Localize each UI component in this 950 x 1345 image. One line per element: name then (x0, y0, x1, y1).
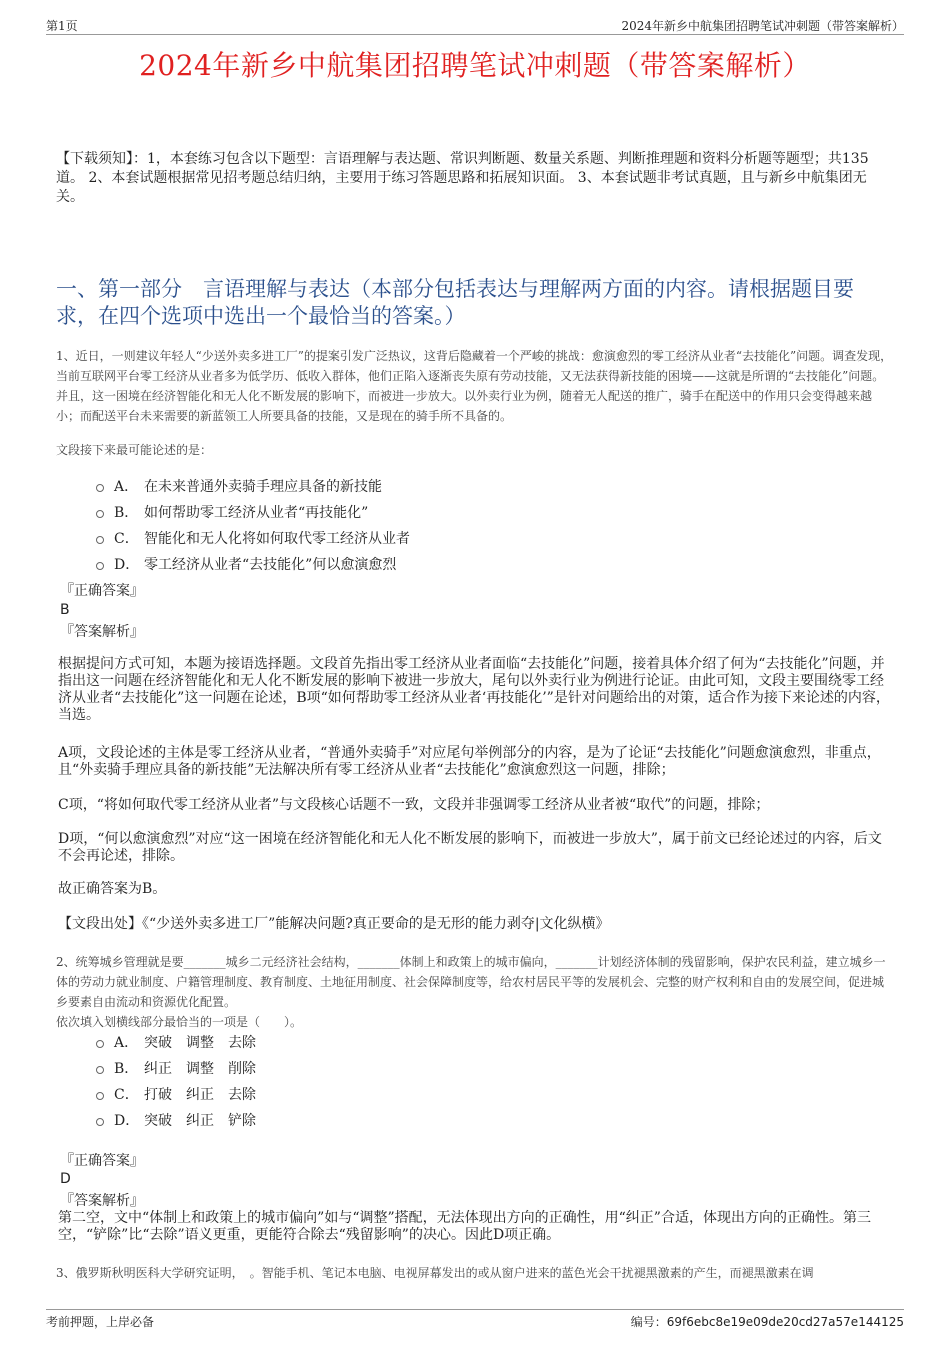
analysis-label: 『答案解析』 (60, 1193, 144, 1209)
answer-value: B (60, 602, 70, 618)
option-c[interactable]: C． 智能化和无人化将如何取代零工经济从业者 (96, 525, 410, 551)
option-a[interactable]: A． 在未来普通外卖骑手理应具备的新技能 (96, 473, 410, 499)
footer-slogan: 考前押题，上岸必备 (46, 1315, 155, 1329)
analysis-paragraph: 故正确答案为B。 (58, 881, 167, 897)
download-notice: 【下载须知】：1，本套练习包含以下题型：言语理解与表达题、常识判断题、数量关系题、判断推理题和资料分析题等题型；共135道。 2、本套试题根据常见招考题总结归纳，主要用于练习答题思路和拓展知识面。 3、本套试题非考试真题，且与新乡中航集团无关。 (56, 151, 869, 205)
radio-icon[interactable] (96, 536, 104, 544)
radio-icon[interactable] (96, 1066, 104, 1074)
radio-icon[interactable] (96, 510, 104, 518)
analysis-paragraph: C项，“将如何取代零工经济从业者”与文段核心话题不一致，文段并非强调零工经济从业者被“取代”的问题，排除； (58, 797, 770, 813)
question-2-prompt: 依次填入划横线部分最恰当的一项是（ ）。 (56, 1015, 303, 1029)
radio-icon[interactable] (96, 562, 104, 570)
radio-icon[interactable] (96, 484, 104, 492)
option-c[interactable]: C． 打破 纠正 去除 (96, 1081, 256, 1107)
answer-value: D (60, 1171, 71, 1187)
page-header (46, 16, 904, 35)
radio-icon[interactable] (96, 1040, 104, 1048)
question-1-options (96, 473, 410, 577)
section-heading: 一、第一部分 言语理解与表达（本部分包括表达与理解两方面的内容。请根据题目要求，在四个选项中选出一个最恰当的答案。） (56, 277, 854, 328)
question-1-prompt: 文段接下来最可能论述的是： (56, 443, 213, 457)
page-number: 第1页 (46, 18, 78, 33)
radio-icon[interactable] (96, 1118, 104, 1126)
option-d[interactable]: D． 突破 纠正 铲除 (96, 1107, 256, 1133)
source-citation: 【文段出处】《“少送外卖多进工厂”能解决问题?真正要命的是无形的能力剥夺|文化纵横》 (58, 916, 610, 932)
analysis-paragraph: A项，文段论述的主体是零工经济从业者，“普通外卖骑手”对应尾句举例部分的内容，是为了论证“去技能化”问题愈演愈烈，非重点，且“外卖骑手理应具备的新技能”无法解决所有零工经济从业者“去技能化”愈演愈烈这一问题，排除； (58, 745, 881, 778)
analysis-paragraph: 根据提问方式可知，本题为接语选择题。文段首先指出零工经济从业者面临“去技能化”问题，接着具体介绍了何为“去技能化”问题，并指出这一问题在经济智能化和无人化不断发展的影响下被进一步放大，尾句以外卖行业为例进行论证。由此可知，文段主要围绕零工经济从业者“去技能化”这一问题在论述，B项“如何帮助零工经济从业者‘再技能化’”是针对问题给出的对策，适合作为接下来论述的内容，当选。 (58, 656, 890, 723)
question-2-text: 2、统筹城乡管理就是要_______城乡二元经济社会结构，_______体制上和政策上的城市偏向，_______计划经济体制的残留影响，保护农民利益，建立城乡一体的劳动力就业制度、户籍管理制度、教育制度、土地征用制度、社会保障制度等，给农村居民平等的发展机会、完整的财产权利和自由的发展空间，促进城乡要素自由流动和资源优化配置。 (56, 955, 886, 1009)
radio-icon[interactable] (96, 1092, 104, 1100)
analysis-paragraph: 第二空，文中“体制上和政策上的城市偏向”如与“调整”搭配，无法体现出方向的正确性，用“纠正”合适，体现出方向的正确性。第三空，“铲除”比“去除”语义更重，更能符合除去“残留影响”的决心。因此D项正确。 (58, 1210, 871, 1243)
question-3-text: 3、俄罗斯秋明医科大学研究证明， 。智能手机、笔记本电脑、电视屏幕发出的或从窗户进来的蓝色光会干扰褪黑激素的产生，而褪黑激素在调 (56, 1266, 814, 1280)
analysis-label: 『答案解析』 (60, 624, 144, 640)
answer-label: 『正确答案』 (60, 583, 144, 599)
page-footer (46, 1309, 904, 1330)
option-d[interactable]: D． 零工经济从业者“去技能化”何以愈演愈烈 (96, 551, 410, 577)
answer-label: 『正确答案』 (60, 1153, 144, 1169)
option-a[interactable]: A． 突破 调整 去除 (96, 1029, 256, 1055)
analysis-paragraph: D项，“何以愈演愈烈”对应“这一困境在经济智能化和无人化不断发展的影响下，而被进一步放大”，属于前文已经论述过的内容，后文不会再论述，排除。 (58, 831, 882, 864)
question-1-text: 1、近日，一则建议年轻人“少送外卖多进工厂”的提案引发广泛热议，这背后隐藏着一个严峻的挑战：愈演愈烈的零工经济从业者“去技能化”问题。调查发现，当前互联网平台零工经济从业者多为低学历、低收入群体，他们正陷入逐渐丧失原有劳动技能，又无法获得新技能的困境——这就是所谓的“去技能化”问题。并且，这一困境在经济智能化和无人化不断发展的影响下，而被进一步放大。以外卖行业为例，随着无人配送的推广，骑手在配送中的作用只会变得越来越小；而配送平台未来需要的新蓝领工人所要具备的技能，又是现在的骑手所不具备的。 (56, 349, 893, 423)
question-2-options (96, 1029, 256, 1133)
document-code: 编号：69f6ebc8e19e09de20cd27a57e144125 (630, 1315, 904, 1329)
header-doc-title: 2024年新乡中航集团招聘笔试冲刺题（带答案解析） (621, 18, 904, 33)
option-b[interactable]: B． 纠正 调整 削除 (96, 1055, 256, 1081)
option-b[interactable]: B． 如何帮助零工经济从业者“再技能化” (96, 499, 410, 525)
page-title: 2024年新乡中航集团招聘笔试冲刺题（带答案解析） (139, 49, 811, 82)
